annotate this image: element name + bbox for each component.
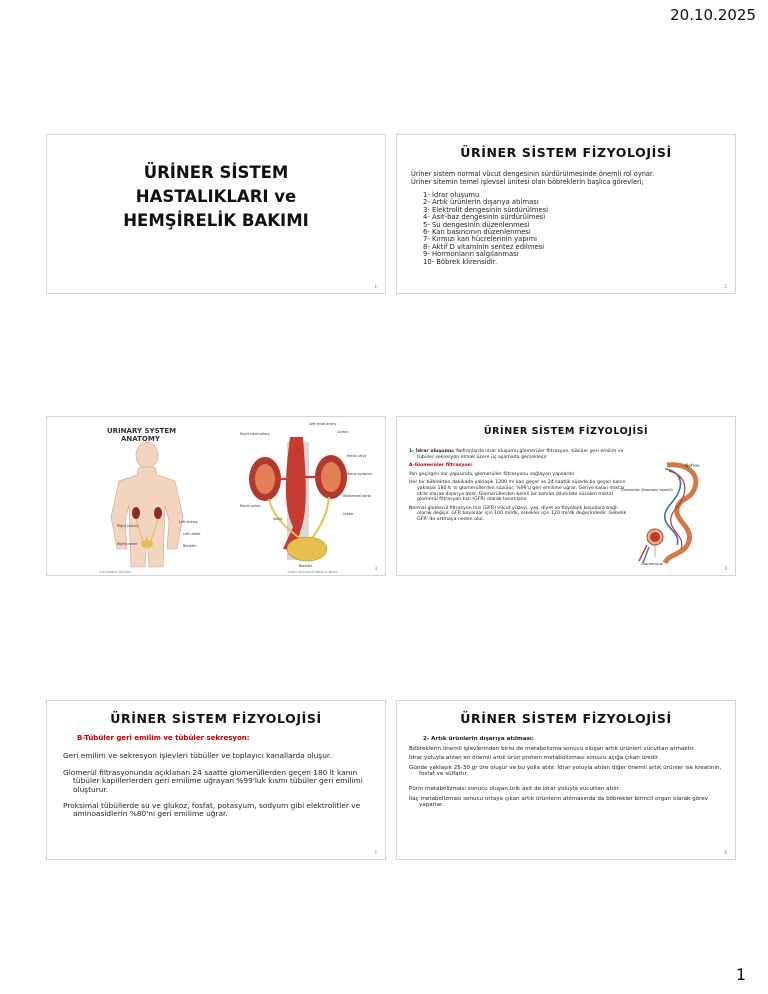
subheading-text: 2- Artık ürünlerin dışarıya atılması [423,736,532,742]
subheading: A-Glomerüler filtrasyon: [409,463,473,469]
paragraph: Yarı geçirgen zar yapısında, glomerüller filtrasyonu sağlayan yapılardır. [409,471,576,477]
label-renal-pelvis: Renal pelvis [240,504,261,508]
slide-1-title-line: HEMŞİRELİK BAKIMI [123,211,309,230]
slide-title: ÜRİNER SİSTEM FİZYOLOJİSİ [110,711,322,726]
subheading: B-Tübüler geri emilim ve tübüler sekresyon: [77,734,250,742]
label-right-kidney: Right kidney [117,524,139,528]
label-bladder: Bladder [183,544,197,548]
list-item: 5- Su dengesinin düzenlenmesi [423,220,530,229]
slide-number: 6 [724,850,727,855]
list-item: 2- Artık ürünlerin dışarıya atılması [423,198,539,207]
slide-5 [46,700,386,860]
label-nefron: Nefron [685,464,700,469]
paragraph: Geri emilim ve sekresyon işlevleri tübüller ve toplayıcı kanallarda oluşur. [63,751,332,761]
slide-title: ÜRİNER SİSTEM FİZYOLOJİSİ [460,711,672,726]
label-renal-pyramid: Renal pyramid [347,472,372,476]
label-bladder-detail: Bladder [299,564,313,568]
label-cortex: Cortex [337,430,349,434]
anatomy-heading: ANATOMY [121,435,160,443]
label-glomerular-capsule: Glomerüler (Bowman) kapsülü [621,488,673,492]
subheading-suffix: : [531,736,534,742]
slide-number: 5 [374,850,377,855]
list-item: 9- Hormonların salgılanması [423,250,519,259]
label-right-ureter: Right ureter [117,542,138,546]
label-spine: Spine [273,517,283,521]
paragraph: İlaç metabolizması sonucu ortaya çıkan artık ürünlerin atılmasında da böbrekler birincil organ olarak görev yaparlar. [409,795,708,809]
paragraph-heading: 1- İdrar oluşumu: [409,449,455,454]
paragraph: Böbreklerin önemli işlevlerinden birisi de metabolizma sonucu oluşan artık ürünleri vücuttan atmaktır. [409,745,695,752]
paragraph: Proksimal tübüllerde su ve glukoz, fosfat, potasyum, sodyum gibi elektrolitler ve aminoasidlerin %80'ni geri emilime uğrar. [63,801,361,819]
slide-1-title-line: ÜRİNER SİSTEM [143,163,289,182]
slide-title: ÜRİNER SİSTEM FİZYOLOJİSİ [483,426,649,437]
slide-body [409,736,725,809]
list-item: 3- Elektrolit dengesinin sürdürülmesi [423,205,549,214]
list-item: 8- Aktif D vitaminin sentez edilmesi [423,242,545,251]
label-glomerulus: Glomerulus [641,561,663,566]
list-item: 1- İdrar oluşumu [423,191,480,199]
slide-body [63,734,375,819]
paragraph: Üriner sitemin temel işlevsel ünitesi olan böbreklerin başlıca görevleri; [411,178,644,186]
slide-number: 3 [374,566,377,571]
label-renal-calyx: Renal calyx [347,454,367,458]
subheading [423,736,725,743]
header-date: 20.10.2025 [670,6,756,24]
paragraph: Üriner sistem normal vücut dengesinin sürdürülmesinde önemli rol oynar. [411,170,655,178]
paragraph-text: Nefronlarda idrar oluşumu glomerüler filtrasyon, tübüler geri emilim ve tübüler sekresyon olmak üzere üç aşamada gerçekleşir. [417,449,624,460]
list-item: 4- Asit-baz dengesinin sürdürülmesi [423,213,546,222]
paragraph: İdrar yoluyla atılan en önemli artık ürün protein metabolizması sonucu açığa çıkan üredir. [409,755,660,762]
page-number: 1 [735,965,746,984]
slide-1-title [65,161,367,233]
illustration-footer-left: FOR SAMPLE USE ONLY [99,570,132,574]
slide-6 [396,700,736,860]
slide-3 [46,416,386,576]
nephron-illustration [619,457,729,572]
paragraph [409,449,627,460]
slide-body [409,449,627,526]
paragraph: Her bir böbrekten dakikada yaklaşık 1200 ml kan geçer ve 24 saatlik sürede bu geçen kanın yaklaşık 180 lt 'si glomerüllerden süzülür, %99'u geri emilime uğrar. Geriye kalan miktar idrar olarak dışarıya atılır. Glomerüllerden belirli bir zaman diliminde süzülen miktar glomerül filtrasyon hızı (GFR) olarak tanımlanır. [409,480,626,503]
paragraph: Glomerül filtrasyonunda açıklanan 24 saatte glomerüllerden geçen 180 lt kanın tübüler kapillerlerden geri emilime uğrayan %99'luk kısmı tübüler geri emilimi oluşturur. [63,767,363,794]
label-left-renal-artery: Left renal artery [309,422,337,426]
anatomy-heading: URINARY SYSTEM [107,427,177,435]
label-ureter: Ureter [343,512,354,516]
slide-number: 4 [724,566,727,571]
illustration-footer-right: ©2004 TRIALSIGHT MEDICAL MEDIA [287,570,338,574]
slide-number: 1 [374,284,377,289]
slide-title: ÜRİNER SİSTEM FİZYOLOJİSİ [460,145,672,160]
paragraph: Günde yaklaşık 25-30 gr üre oluşur ve bu yolla atılır. İdrar yoluyla atılan diğer önemli artık ürünler ise kreatinin, fosfat ve sülfattır. [409,764,722,778]
label-left-ureter: Left ureter [183,532,201,536]
label-abdominal-aorta: Abdominal aorta [343,494,372,498]
label-left-kidney: Left kidney [179,520,198,524]
kidney-detail [249,437,347,561]
slide-1-title-line: HASTALIKLARI ve [135,187,297,206]
urinary-anatomy-illustration [47,417,385,575]
list-item: 7- Kırmızı kan hücrelerinin yapımı [423,235,538,244]
list-item: 6- Kan basıncının düzenlenmesi [423,228,531,237]
slide-4 [396,416,736,576]
slide-number: 2 [724,284,727,289]
label-right-renal-artery: Right renal artery [240,432,270,436]
body-silhouette [111,442,183,567]
paragraph: Normal glomerül filtrasyon hızı (GFR) vücut yüzeyi, yaş, diyet ve fizyolojik koşullara bağlı olarak değişir. GFR bayanlar için 100 ml/dk, erkekler için 120 ml/dk değerindedir. Gebelik GFR' de artmaya neden olur. [409,505,627,522]
slide-1 [46,134,386,294]
list-item: 10- Böbrek klirensidir. [423,257,498,266]
kidney-functions-list [423,192,725,266]
paragraph: Pürin metabolizması sonucu oluşan ürik asit de idrar yoluyla vücuttan atılır. [409,785,620,792]
slide-2 [396,134,736,294]
slide-body [411,170,725,266]
